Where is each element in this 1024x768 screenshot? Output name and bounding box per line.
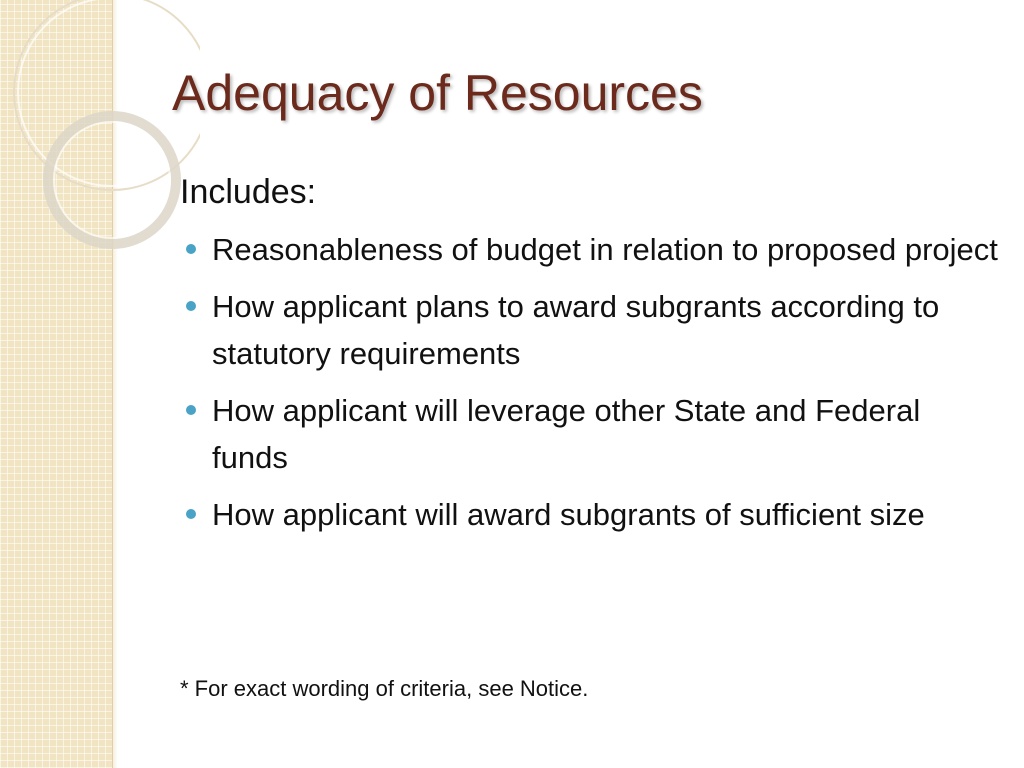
bullet-text: How applicant will leverage other State and Federal funds [212,393,921,475]
bullet-item [180,283,1000,377]
intro-text: Includes: [180,173,317,211]
bullet-dot-icon [186,301,196,311]
bullet-dot-icon [186,244,196,254]
decorative-circles-graphic [0,0,200,280]
bullet-text: How applicant plans to award subgrants according to statutory requirements [212,289,940,371]
bullet-text: How applicant will award subgrants of sufficient size [212,497,925,532]
bullet-item [180,491,1000,538]
bullet-item [180,387,1000,481]
bullet-list [180,226,1000,538]
slide-body [180,170,1000,548]
bullet-dot-icon [186,405,196,415]
slide-title: Adequacy of Resources [172,65,703,121]
bullet-text: Reasonableness of budget in relation to proposed project [212,232,998,267]
bullet-item [180,226,1000,273]
footnote: * For exact wording of criteria, see Notice. [180,676,589,701]
bullet-dot-icon [186,509,196,519]
